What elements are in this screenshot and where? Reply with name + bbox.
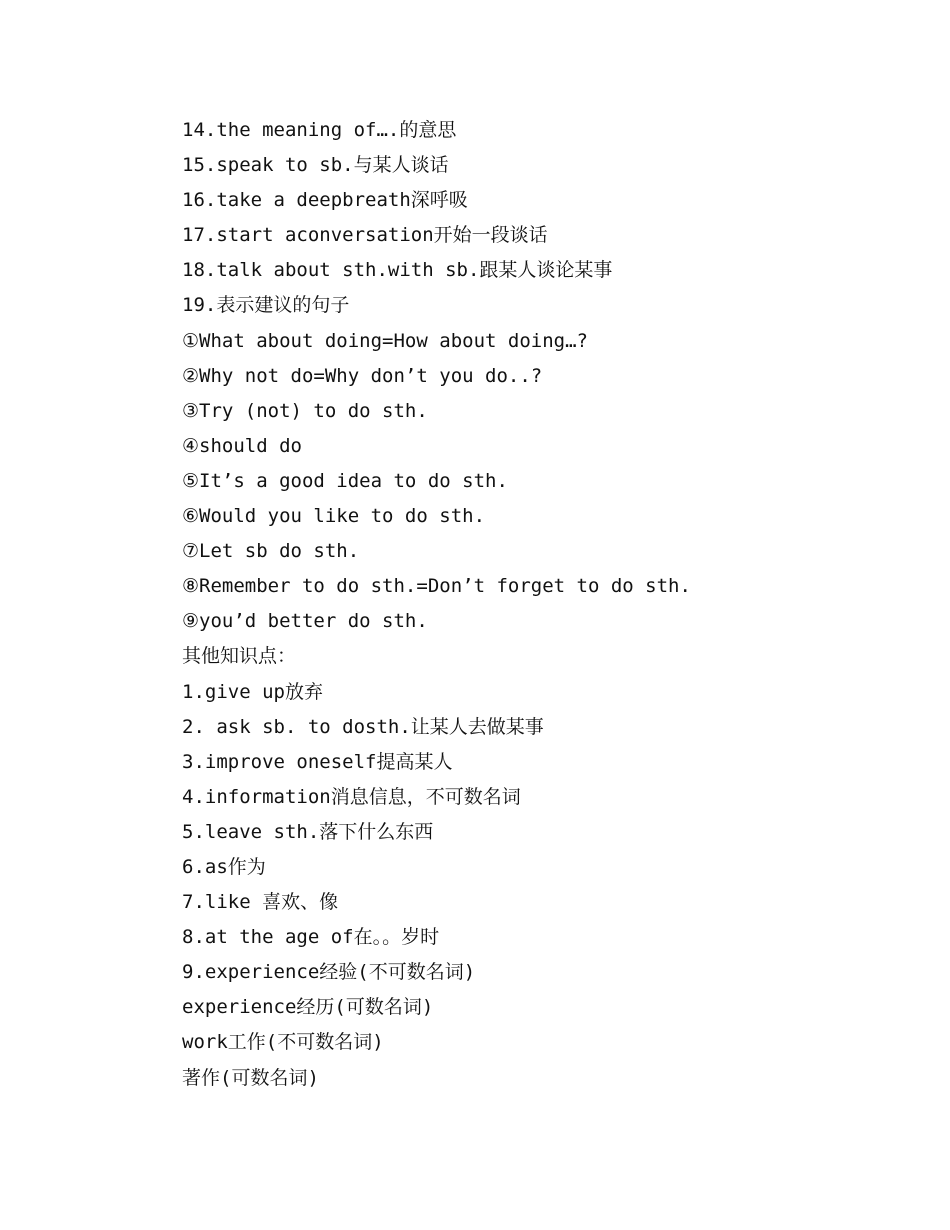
line-point-7: 7.like 喜欢、像 [182,891,339,914]
line-work-countable: 著作(可数名词) [182,1066,319,1089]
line-phrase-16: 16.take a deepbreath深呼吸 [182,189,468,212]
line-suggestion-9: ⑨you’d better do sth. [182,610,428,633]
line-heading-suggestions: 19.表示建议的句子 [182,294,350,317]
line-suggestion-5: ⑤It’s a good idea to do sth. [182,469,508,492]
line-suggestion-7: ⑦Let sb do sth. [182,540,360,563]
line-suggestion-4: ④should do [182,434,302,457]
line-work-uncountable: work工作(不可数名词) [182,1031,384,1054]
line-phrase-18: 18.talk about sth.with sb.跟某人谈论某事 [182,259,613,282]
line-suggestion-6: ⑥Would you like to do sth. [182,505,486,528]
line-point-9: 9.experience经验(不可数名词) [182,961,476,984]
line-point-8: 8.at the age of在。。岁时 [182,926,440,949]
line-point-1: 1.give up放弃 [182,680,323,703]
line-suggestion-8: ⑧Remember to do sth.=Don’t forget to do sth. [182,575,691,598]
line-suggestion-2: ②Why not do=Why don’t you do..? [182,364,543,387]
line-point-4: 4.information消息信息，不可数名词 [182,785,521,808]
line-point-3: 3.improve oneself提高某人 [182,750,453,773]
line-phrase-17: 17.start aconversation开始一段谈话 [182,224,548,247]
line-phrase-14: 14.the meaning of….的意思 [182,119,457,141]
notes-list [182,113,882,1096]
line-point-9-countable: experience经历(可数名词) [182,996,434,1019]
line-point-5: 5.leave sth.落下什么东西 [182,820,434,843]
line-phrase-15: 15.speak to sb.与某人谈话 [182,154,449,177]
line-heading-other-points: 其他知识点： [182,645,297,668]
line-point-6: 6.as作为 [182,855,266,878]
line-point-2: 2. ask sb. to dosth.让某人去做某事 [182,715,544,738]
line-suggestion-1: ①What about doing=How about doing…? [182,329,588,352]
line-suggestion-3: ③Try (not) to do sth. [182,399,428,422]
